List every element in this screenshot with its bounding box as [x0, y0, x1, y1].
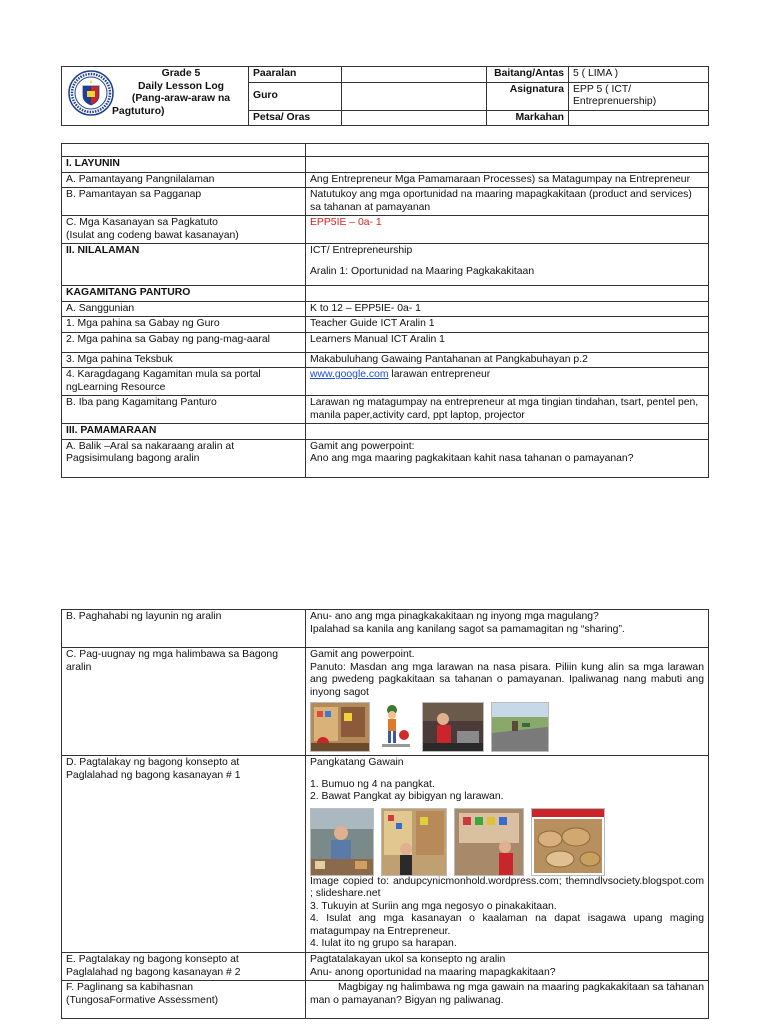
kasanayan-label [62, 216, 306, 244]
image-credit: Image copied to: andupcynicmonhold.wordpress.com; themndlvsociety.blogspot.com ; slideshare.net [310, 875, 704, 899]
pamantayan-pagganap-label: B. Pamantayan sa Pagganap [62, 188, 306, 216]
pagtalakay-2-label-line-2: Paglalahad ng bagong kasanayan # 2 [66, 966, 241, 978]
kasanayan-label-line-1: C. Mga Kasanayan sa Pagkatuto [66, 217, 218, 228]
petsa-value[interactable] [342, 110, 487, 126]
pamantayang-pangnilalaman-label: A. Pamantayang Pangnilalaman [62, 172, 306, 188]
paglinang-label-line-2: (TungosaFormative Assessment) [66, 994, 219, 1006]
balik-aral-label-line-1: A. Balik –Aral sa nakaraang aralin at [66, 440, 235, 452]
sanggunian-value: K to 12 – EPP5IE- 0a- 1 [306, 301, 709, 317]
gabay-guro-label: 1. Mga pahina sa Gabay ng Guro [62, 317, 306, 333]
vendor-stall-photo-image [310, 808, 374, 876]
header-table [61, 66, 709, 126]
nilalaman-value [306, 244, 709, 286]
balik-aral-value-line-2: Ano ang mga maaring pagkakitaan kahit nasa tahanan o pamayanan? [310, 453, 634, 464]
baitang-value: 5 ( LIMA ) [569, 67, 709, 83]
asignatura-value-line-2: Entreprenuership) [573, 96, 657, 107]
kasanayan-code: EPP5IE – 0a- 1 [306, 216, 709, 244]
pagtalakay-1-label [62, 756, 306, 953]
paaralan-label: Paaralan [249, 67, 342, 83]
pagtalakay-2-value-line-2: Anu- anong oportunidad na maaring mapagkakitaan? [310, 966, 556, 978]
gabay-mag-aaral-label: 2. Mga pahina sa Gabay ng pang-mag-aaral [62, 332, 306, 352]
pag-uugnay-label-line-1: C. Pag-uugnay ng mga halimbawa sa Bagong [66, 649, 278, 660]
blank-cell [306, 144, 709, 157]
market-stall-photo-image [381, 808, 447, 876]
balik-aral-label [62, 439, 306, 477]
pagtalakay-1-value [306, 756, 709, 953]
gabay-mag-aaral-value: Learners Manual ICT Aralin 1 [306, 332, 709, 352]
balik-aral-value [306, 439, 709, 477]
teksbuk-value: Makabuluhang Gawaing Pantahanan at Pangkabuhayan p.2 [306, 352, 709, 368]
header-title-cell [62, 67, 249, 126]
header-title-line-4: Pagtuturo) [112, 105, 165, 117]
pangkatang-step-4: 4. Isulat ang mga kasanayan o kaalaman na dapat isagawa upang maging matagumpay na Entrepreneur. [310, 913, 704, 937]
paghahabi-value-line-1: Anu- ano ang mga pinagkakakitaan ng inyong mga magulang? [310, 611, 599, 622]
kagamitan-heading: KAGAMITANG PANTURO [62, 286, 306, 302]
pangkatang-step-2: 2. Bawat Pangkat ay bibigyan ng larawan. [310, 791, 504, 802]
paglinang-label [62, 981, 306, 1019]
pangkatang-gawain-heading: Pangkatang Gawain [310, 757, 404, 768]
sanggunian-label: A. Sanggunian [62, 301, 306, 317]
pagtalakay-2-value [306, 953, 709, 981]
baskets-photo-image [531, 808, 605, 876]
paaralan-value[interactable] [342, 67, 487, 83]
portal-value [306, 368, 709, 396]
paglinang-label-line-1: F. Paglinang sa kabihasnan [66, 982, 194, 993]
header-title-line-2: Daily Lesson Log [137, 80, 225, 92]
blank-cell [62, 144, 306, 157]
guro-label: Guro [249, 82, 342, 110]
pagtalakay-2-label [62, 953, 306, 981]
teksbuk-label: 3. Mga pahina Teksbuk [62, 352, 306, 368]
iba-kagamitan-label: B. Iba pang Kagamitang Panturo [62, 396, 306, 424]
lesson-table-part-1 [61, 143, 709, 478]
layunin-value [306, 157, 709, 173]
pamamaraan-value [306, 424, 709, 440]
pangkatang-images [310, 808, 704, 876]
portal-value-text: larawan entrepreneur [388, 369, 491, 380]
baitang-label: Baitang/Antas [487, 67, 569, 83]
pangkatang-step-5: 4. Iulat ito ng grupo sa harapan. [310, 938, 457, 949]
iba-kagamitan-value: Larawan ng matagumpay na entrepreneur at mga tingian tindahan, tsart, pentel pen, manila paper,activity card, ppt laptop, projector [306, 396, 709, 424]
pag-uugnay-label-line-2: aralin [66, 661, 92, 673]
pagtalakay-2-value-line-1: Pagtatalakayan ukol sa konsepto ng aralin [310, 954, 506, 965]
pag-uugnay-value [306, 648, 709, 756]
pagtalakay-1-label-line-1: D. Pagtalakay ng bagong konsepto at [66, 757, 240, 768]
nilalaman-value-line-1: ICT/ Entrepreneurship [310, 245, 413, 256]
paghahabi-value [306, 610, 709, 648]
pamantayan-pagganap-value: Natutukoy ang mga oportunidad na maaring mapagkakitaan (product and services) sa tahanan at pamayanan [306, 188, 709, 216]
vendor-cartoon-image [377, 702, 415, 752]
asignatura-value-line-1: EPP 5 ( ICT/ [573, 83, 632, 95]
balik-aral-label-line-2: Pagsisimulang bagong aralin [66, 453, 200, 464]
portal-label [62, 368, 306, 396]
nilalaman-value-line-2: Aralin 1: Oportunidad na Maaring Pagkakakitaan [310, 265, 535, 277]
gabay-guro-value: Teacher Guide ICT Aralin 1 [306, 317, 709, 333]
paghahabi-label: B. Paghahabi ng layunin ng aralin [62, 610, 306, 648]
road-photo-image [491, 702, 549, 752]
pamantayang-pangnilalaman-value: Ang Entrepreneur Mga Pamamaraan Processes) sa Matagumpay na Entrepreneur [306, 172, 709, 188]
kitchen-photo-image [422, 702, 484, 752]
pamamaraan-heading: III. PAMAMARAAN [62, 424, 306, 440]
kagamitan-value [306, 286, 709, 302]
store-photo-image [310, 702, 370, 752]
header-title-line-1: Grade 5 [161, 68, 201, 79]
pangkatang-step-3: 3. Tukuyin at Suriin ang mga negosyo o pinakakitaan. [310, 900, 557, 912]
layunin-heading: I. LAYUNIN [62, 157, 306, 173]
markahan-value[interactable] [569, 110, 709, 126]
pag-uugnay-value-line-1: Gamit ang powerpoint. [310, 649, 415, 660]
deped-seal-icon [68, 70, 114, 116]
portal-label-line-2: ngLearning Resource [66, 381, 166, 393]
balik-aral-value-line-1: Gamit ang powerpoint: [310, 440, 415, 452]
pag-uugnay-label [62, 648, 306, 756]
store-front-photo-image [454, 808, 524, 876]
markahan-label: Markahan [487, 110, 569, 126]
asignatura-value [569, 82, 709, 110]
pagtalakay-1-label-line-2: Paglalahad ng bagong kasanayan # 1 [66, 769, 241, 781]
asignatura-label: Asignatura [487, 82, 569, 110]
pagtalakay-2-label-line-1: E. Pagtalakay ng bagong konsepto at [66, 954, 239, 965]
lesson-table-part-2 [61, 609, 709, 1019]
pag-uugnay-images [310, 702, 704, 754]
header-title-line-3: (Pang-araw-araw na [131, 93, 231, 104]
kasanayan-label-line-2: (Isulat ang codeng bawat kasanayan) [66, 229, 239, 241]
paglinang-value: Magbigay ng halimbawa ng mga gawain na maaring pagkakakitaan sa tahanan man o pamayanan? Bigyan ng paliwanag. [306, 981, 709, 1019]
paghahabi-value-line-2: Ipalahad sa kanila ang kanilang sagot sa pamamagitan ng “sharing”. [310, 623, 625, 635]
pag-uugnay-instructions: Panuto: Masdan ang mga larawan na nasa pisara. Piliin kung alin sa mga larawan ang pwedeng pagkakitaan sa tahanan o pamayanan. Ipaliwanag nang mabuti ang inyong sagot [310, 661, 704, 698]
portal-label-line-1: 4. Karagdagang Kagamitan mula sa portal [66, 369, 261, 380]
guro-value[interactable] [342, 82, 487, 110]
pangkatang-step-1: 1. Bumuo ng 4 na pangkat. [310, 778, 435, 790]
nilalaman-heading: II. NILALAMAN [62, 244, 306, 286]
google-link[interactable]: www.google.com [310, 369, 389, 380]
petsa-label: Petsa/ Oras [249, 110, 342, 126]
